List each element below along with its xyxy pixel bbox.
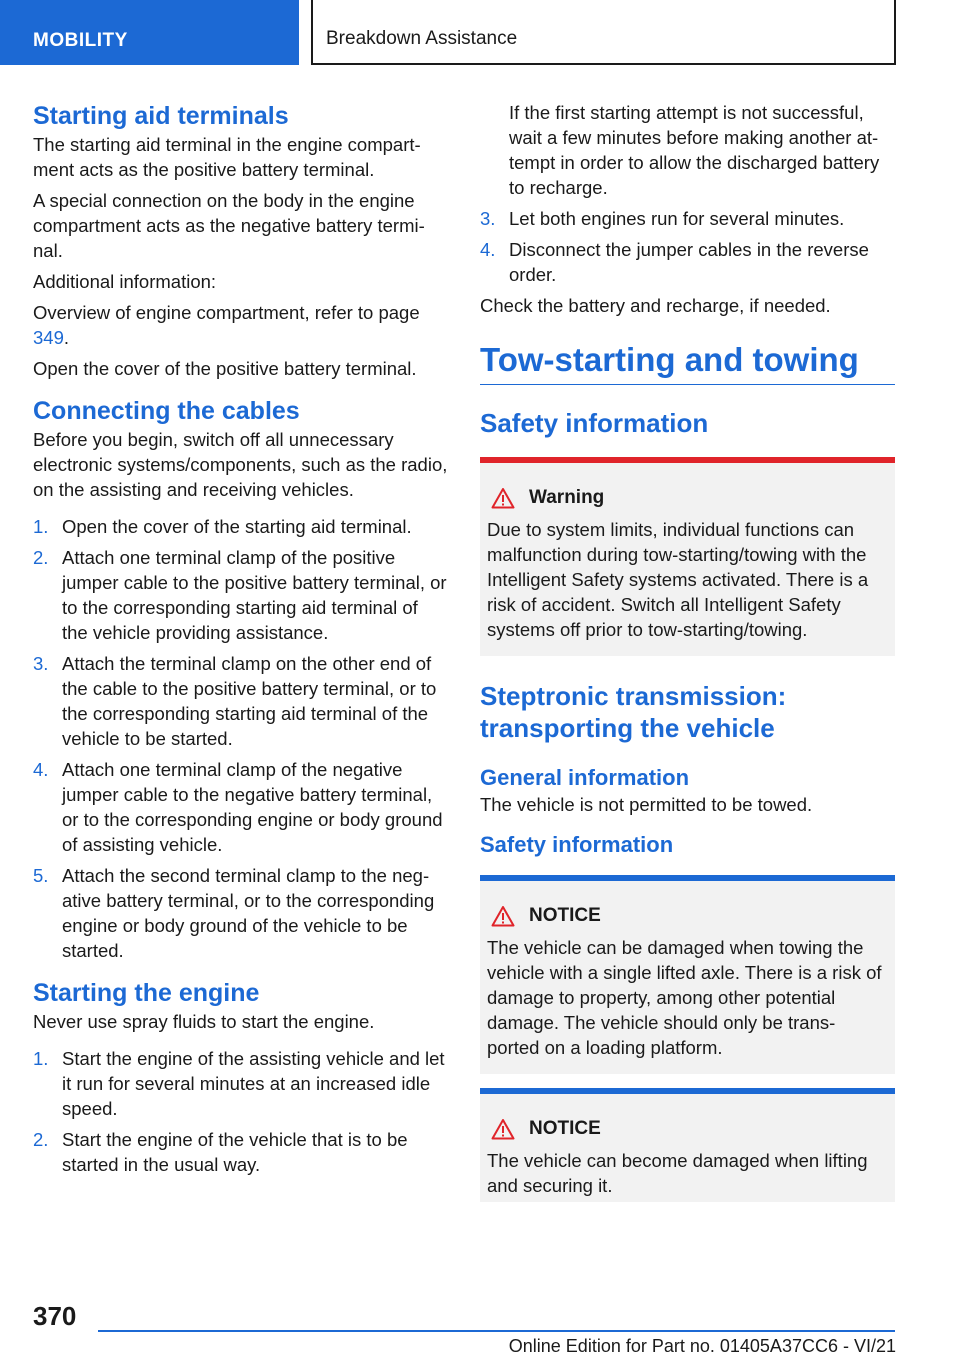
list-item: [33, 1046, 448, 1121]
step-text: Start the engine of the assisting vehicle and let it run for several minutes at an increased idle speed.: [62, 1048, 445, 1119]
list-item: [480, 206, 895, 231]
list-item: [33, 651, 448, 751]
reference-text: Overview of engine compartment, refer to page: [33, 302, 420, 323]
paragraph: Check the battery and recharge, if needed.: [480, 295, 831, 316]
page-link[interactable]: 349: [33, 327, 64, 348]
warning-title-row: [487, 485, 887, 510]
step-number: 4.: [480, 239, 496, 260]
warning-text: Due to system limits, individual functions can malfunction during tow-starting/towing with the Intelligent Safety systems activated. There is a risk of accident. Switch all Intelligent Safety systems off prior to tow-starting/towing.: [487, 519, 869, 640]
step-number: 1.: [33, 516, 49, 537]
right-column: [480, 100, 895, 1202]
paragraph: The starting aid terminal in the engine compart-ment acts as the positive battery terminal.: [33, 134, 421, 180]
list-item: [33, 545, 448, 645]
notice-text: The vehicle can be damaged when towing the vehicle with a single lifted axle. There is a risk of damage to property, among other potential damage. The vehicle should only be trans-ported on a loading platform.: [487, 937, 882, 1058]
footer-divider: [98, 1330, 895, 1332]
step-number: 2.: [33, 1129, 49, 1150]
notice-box: [480, 875, 895, 1074]
steps-starting: [33, 1046, 448, 1177]
step-text: Open the cover of the starting aid terminal.: [62, 516, 412, 537]
list-item: [480, 237, 895, 287]
section-label: MOBILITY: [33, 30, 128, 51]
heading-starting-engine: Starting the engine: [33, 979, 260, 1007]
step-text: Attach the second terminal clamp to the neg-ative battery terminal, or to the corresponding engine or body ground of the vehicle to be started.: [62, 865, 435, 961]
warning-triangle-icon: [491, 1118, 515, 1140]
section-tab: [0, 0, 299, 65]
paragraph: A special connection on the body in the engine compartment acts as the negative battery termi-nal.: [33, 190, 425, 261]
chapter-header: [311, 0, 896, 65]
heading-safety-information: Safety information: [480, 408, 709, 438]
paragraph: Additional information:: [33, 271, 217, 292]
notice-text: The vehicle can become damaged when lifting and securing it.: [487, 1150, 868, 1196]
paragraph: Before you begin, switch off all unnecessary electronic systems/components, such as the radio, on the assisting and receiving vehicles.: [33, 429, 448, 500]
paragraph-continued: If the first starting attempt is not successful, wait a few minutes before making another at-tempt in order to allow the discharged battery to recharge.: [509, 102, 880, 198]
edition-text: Online Edition for Part no. 01405A37CC6 - VI/21: [508, 1336, 896, 1356]
list-item: [33, 514, 448, 539]
notice-title-row: [487, 1116, 887, 1141]
warning-box: [480, 457, 895, 656]
page-number: 370: [33, 1301, 77, 1331]
paragraph: The vehicle is not permitted to be towed.: [480, 794, 813, 815]
step-number: 3.: [33, 653, 49, 674]
paragraph-page-reference: [33, 300, 448, 350]
steps-continued: [480, 206, 895, 287]
step-number: 4.: [33, 759, 49, 780]
left-column: [33, 100, 448, 1183]
warning-title: Warning: [529, 487, 605, 508]
paragraph: Open the cover of the positive battery terminal.: [33, 358, 417, 379]
heading-safety-information-sub: Safety information: [480, 832, 674, 857]
step-text: Disconnect the jumper cables in the reverse order.: [509, 239, 869, 285]
paragraph: Never use spray fluids to start the engine.: [33, 1011, 375, 1032]
step-text: Attach one terminal clamp of the positive jumper cable to the positive battery terminal, or to the corresponding starting aid terminal of the vehicle providing assistance.: [62, 547, 447, 643]
notice-title-row: [487, 903, 887, 928]
list-item: [33, 1127, 448, 1177]
step-number: 1.: [33, 1048, 49, 1069]
list-item: [33, 863, 448, 963]
heading-general-information: General information: [480, 765, 690, 790]
step-number: 2.: [33, 547, 49, 568]
step-text: Let both engines run for several minutes.: [509, 208, 845, 229]
notice-title: NOTICE: [529, 905, 601, 926]
step-number: 5.: [33, 865, 49, 886]
reference-suffix: .: [63, 327, 70, 348]
notice-box: [480, 1088, 895, 1202]
heading-steptronic: Steptronic transmission: transporting the vehicle: [480, 681, 787, 743]
heading-connecting-cables: Connecting the cables: [33, 397, 300, 425]
heading-starting-aid-terminals: Starting aid terminals: [33, 102, 289, 130]
warning-triangle-icon: [491, 487, 515, 509]
step-text: Start the engine of the vehicle that is to be started in the usual way.: [62, 1129, 408, 1175]
step-number: 3.: [480, 208, 496, 229]
chapter-title: Breakdown Assistance: [326, 28, 518, 49]
notice-title: NOTICE: [529, 1118, 601, 1139]
heading-tow-starting: Tow-starting and towing: [480, 340, 895, 385]
step-text: Attach the terminal clamp on the other end of the cable to the positive battery terminal, or to the corresponding starting aid terminal of the vehicle to be started.: [62, 653, 437, 749]
step-text: Attach one terminal clamp of the negative jumper cable to the negative battery terminal, or to the corresponding engine or body ground of assisting vehicle.: [62, 759, 443, 855]
warning-triangle-icon: [491, 905, 515, 927]
steps-connecting: [33, 514, 448, 963]
list-item: [33, 757, 448, 857]
